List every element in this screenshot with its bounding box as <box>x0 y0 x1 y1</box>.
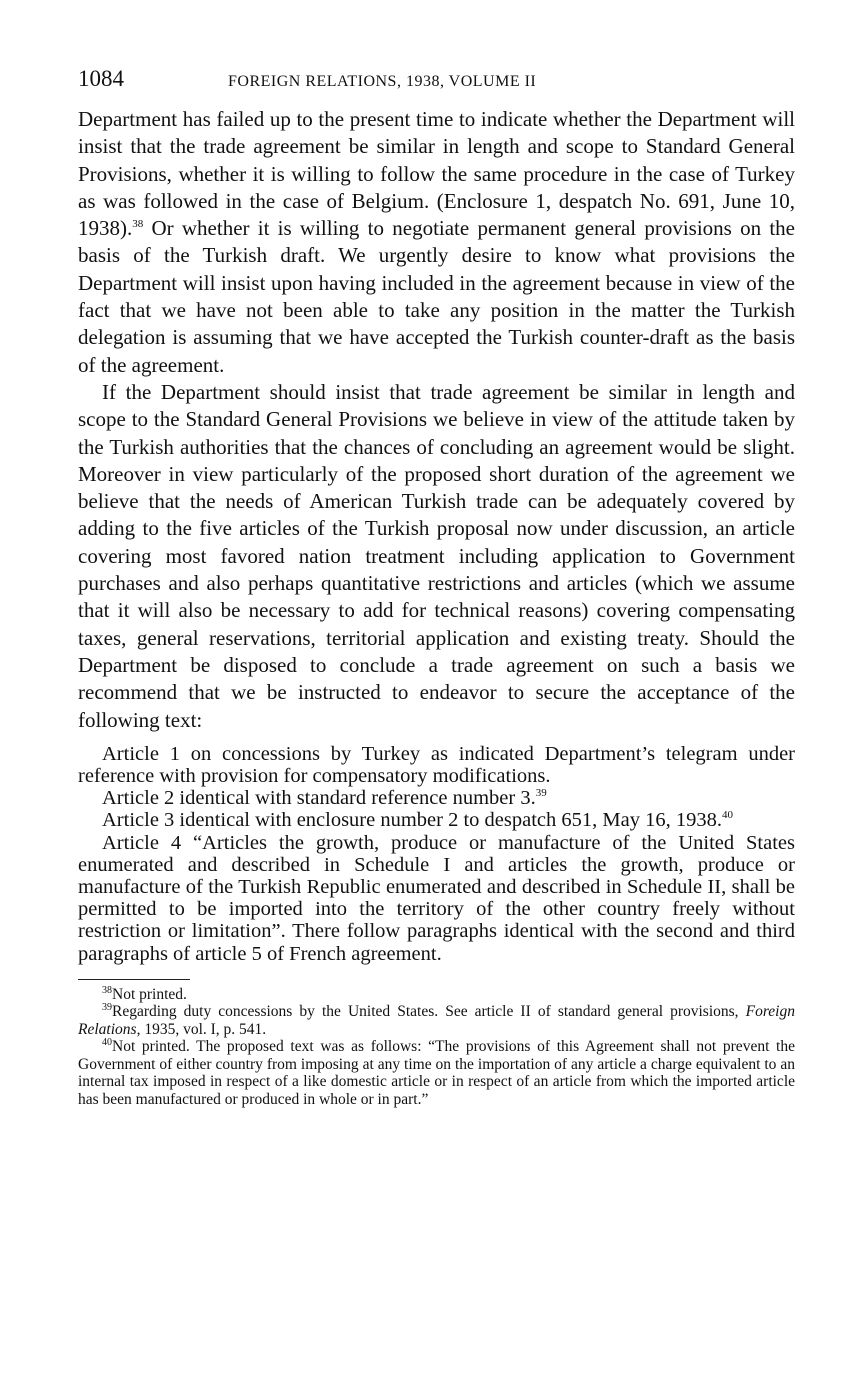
footnote-ref-39: 39 <box>535 787 547 800</box>
footnote-mark: 38 <box>102 984 112 996</box>
page-header <box>78 66 795 106</box>
paragraph-2: If the Department should insist that trade agreement be similar in length and scope to the Standard General Provisions we believe in view of the attitude taken by the Turkish authorities that the chances of concluding an agreement would be slight. Moreover in view particularly of the proposed short duration of the agreement we believe that the needs of American Turkish trade can be adequately covered by adding to the five articles of the Turkish proposal now under discussion, an article covering most favored nation treatment including application to Government purchases and also perhaps quantitative restrictions and articles (which we assume that it will also be necessary to add for technical reasons) covering compensating taxes, general reservations, territorial application and existing treaty. Should the Department be disposed to conclude a trade agreement on such a basis we recommend that we be instructed to endeavor to secure the acceptance of the following text: <box>78 379 795 732</box>
article-4: Article 4 “Articles the growth, produce or manufacture of the United States enumerated and described in Schedule I and articles the growth, produce or manufacture of the Turkish Republic enumerated and described in Schedule II, shall be permitted to be imported into the territory of the other country freely without restriction or limitation”. There follow paragraphs identical with the second and third paragraphs of article 5 of French agreement. <box>78 831 795 965</box>
article-3 <box>78 809 795 831</box>
footnote-mark: 40 <box>102 1037 112 1049</box>
page-number: 1084 <box>78 66 124 91</box>
footnote-39 <box>78 1003 795 1038</box>
footnote-ref-38: 38 <box>132 218 144 231</box>
running-head: FOREIGN RELATIONS, 1938, VOLUME II <box>228 73 537 90</box>
article-2 <box>78 787 795 809</box>
article-2-text: Article 2 identical with standard reference number 3. <box>102 787 536 810</box>
footnote-divider <box>78 979 190 980</box>
article-list <box>78 743 795 965</box>
paragraph-1 <box>78 106 795 379</box>
document-page <box>78 66 795 1108</box>
footnotes <box>78 986 795 1109</box>
footnote-ref-40: 40 <box>721 809 733 822</box>
footnote-italic-title: Foreign Relations <box>78 1003 795 1038</box>
article-3-text: Article 3 identical with enclosure number 2 to despatch 651, May 16, 1938. <box>102 809 722 832</box>
footnote-text: Regarding duty concessions by the United States. See article II of standard general provisions, <box>112 1003 746 1021</box>
footnote-38 <box>78 986 795 1004</box>
footnote-text: , 1935, vol. I, p. 541. <box>136 1020 267 1038</box>
footnote-40 <box>78 1038 795 1108</box>
footnote-text: Not printed. <box>112 985 187 1003</box>
footnote-mark: 39 <box>102 1002 112 1014</box>
footnote-text: Not printed. The proposed text was as follows: “The provisions of this Agreement shall not prevent the Government of either country from imposing at any time on the importation of any article a charge equivalent to an internal tax imposed in respect of a like domestic article or in respect of an article from which the imported article has been manufactured or produced in whole or in part.” <box>78 1038 795 1108</box>
paragraph-1-text-b: Or whether it is willing to negotiate permanent general provisions on the basis of the Turkish draft. We urgently desire to know what provisions the Department will insist upon having included in the agreement because in view of the fact that we have not been able to take any position in the matter the Turkish delegation is assuming that we have accepted the Turkish counter-draft as the basis of the agreement. <box>78 216 795 377</box>
article-1: Article 1 on concessions by Turkey as indicated Department’s telegram under reference with provision for compensatory modifications. <box>78 742 795 788</box>
paragraph-1-text-a: Department has failed up to the present time to indicate whether the Department will insist that the trade agreement be similar in length and scope to Standard General Provisions, whether it is willing to follow the same procedure in the case of Turkey as was followed in the case of Belgium. (Enclosure 1, despatch No. 691, June 10, 1938). <box>78 107 795 241</box>
